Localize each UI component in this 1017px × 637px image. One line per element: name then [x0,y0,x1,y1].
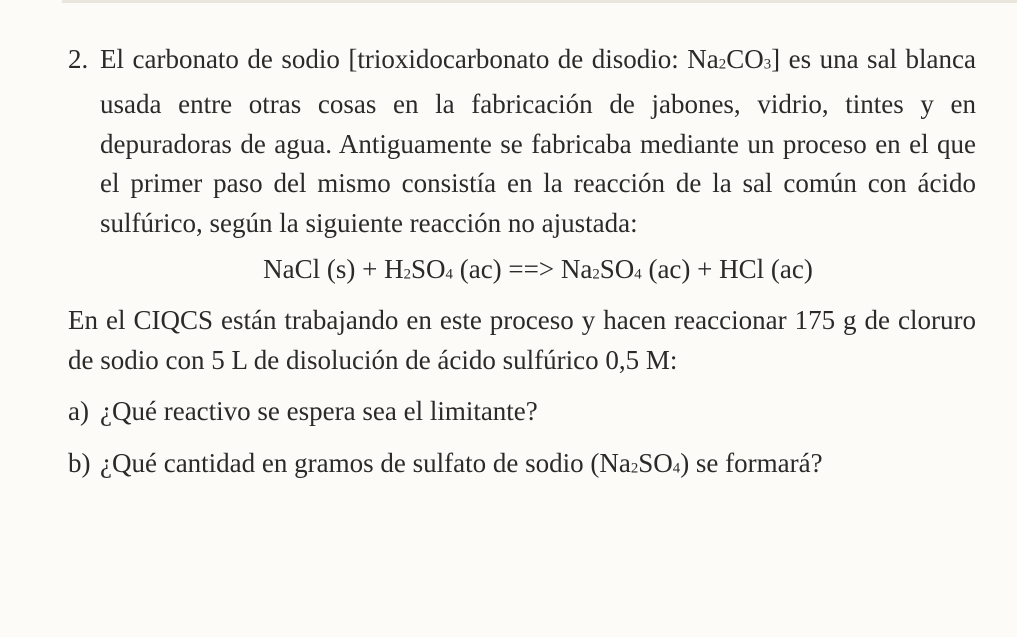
question-text: ¿Qué reactivo se espera sea el limitante? [100,396,538,427]
reaction-subscript: 2 [592,266,600,283]
formula-subscript: 4 [672,460,681,477]
reaction-part: SO [599,254,635,285]
formula-part: CO [726,44,764,74]
formula-part: Na [687,44,719,74]
experiment-paragraph: En el CIQCS están trabajando en este proceso y hacen reaccionar 175 g de cloruro de sodio con 5 L de disolución de ácido sulfúrico 0,5 M: [68,305,976,375]
sodium-carbonate-formula [687,44,771,74]
question-b [68,444,976,489]
question-label: a) [68,396,89,427]
formula-subscript: 2 [718,56,727,73]
question-text-end: ) se formará? [680,447,823,478]
problem-text-end: ] es una sal blanca usada entre otras cosas en la fabricación de jabones, vidrio, tintes y en depuradoras de agua. Antiguamente se fabricaba mediante un proceso en el que el primer paso del mismo consistía en la reacción de la sal común con ácido sulfúrico, según la siguiente reacción no ajustada: [100,44,976,238]
formula-subscript: 2 [630,460,639,477]
problem-number: 2. [68,44,89,74]
reaction-part: SO [411,254,446,285]
reaction-subscript: 4 [634,266,642,283]
question-text-start: ¿Qué cantidad en gramos de sulfato de sodio (Na [100,447,631,478]
formula-part: SO [638,447,673,478]
problem-statement [68,40,976,243]
problem-text [100,40,976,243]
reaction-part: (ac) + HCl (ac) [641,254,813,285]
question-label: b) [68,447,91,478]
reaction-subscript: 2 [403,266,412,283]
reaction-subscript: 4 [445,266,453,283]
problem-text-start: El carbonato de sodio [trioxidocarbonato de disodio: [100,44,688,74]
question-text [100,448,823,478]
question-a [68,392,976,432]
document-page [68,40,976,489]
formula-subscript: 3 [763,56,772,73]
reaction-part: (ac) ==> Na [452,254,593,285]
chemical-reaction [68,250,976,295]
top-rule [62,0,1017,3]
reaction-part: NaCl (s) + H [263,254,404,285]
